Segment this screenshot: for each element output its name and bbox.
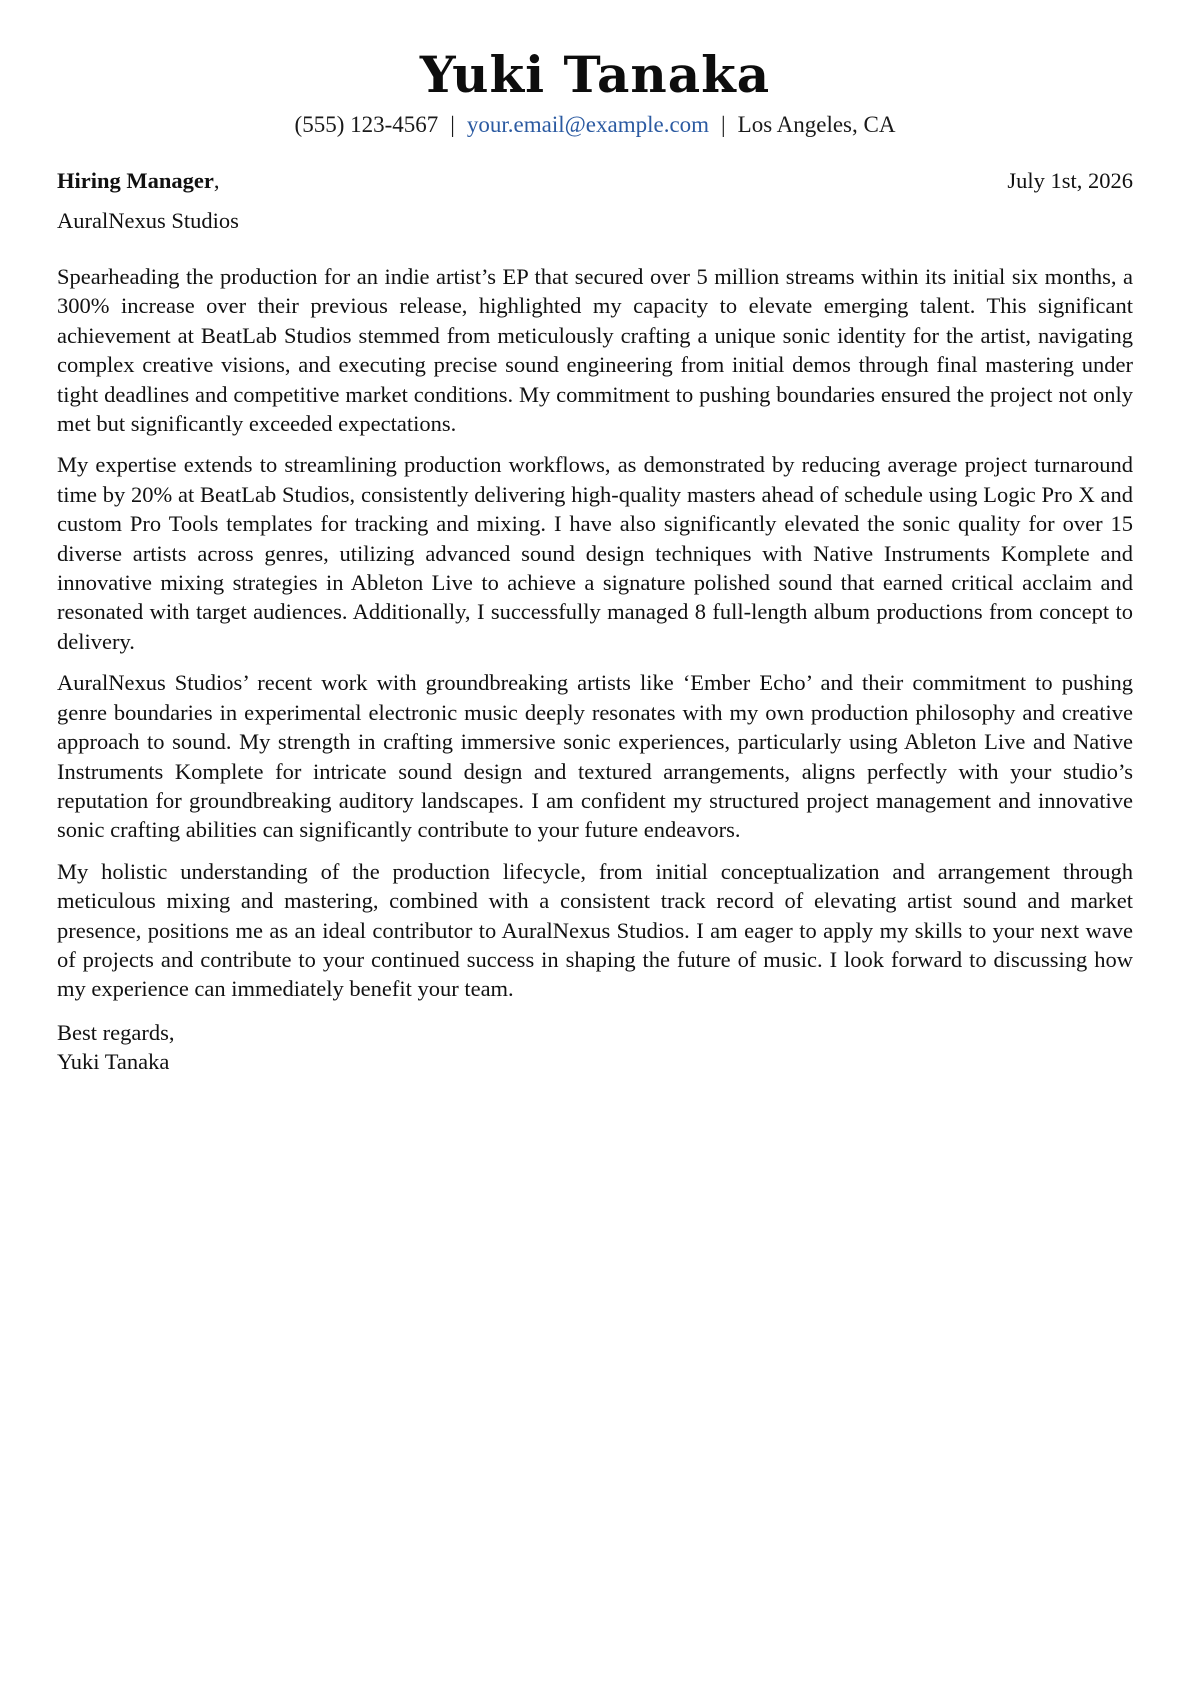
contact-separator: | [721, 112, 726, 137]
phone-number: (555) 123-4567 [294, 112, 439, 137]
location: Los Angeles, CA [737, 112, 896, 137]
cover-letter-page [57, 38, 1133, 1077]
recipient-name: Hiring Manager [57, 168, 214, 193]
contact-separator: | [450, 112, 455, 137]
letter-body [57, 262, 1133, 1004]
recipient-comma: , [213, 168, 220, 193]
closing-phrase: Best regards, [57, 1019, 175, 1045]
signature-name: Yuki Tanaka [57, 1049, 170, 1075]
contact-line [57, 112, 1133, 138]
body-paragraph: My holistic understanding of the production lifecycle, from initial conceptualization and arrangement through meticulous mixing and mastering, combined with a consistent track record of elevating artist sound and market presence, positions me as an ideal contributor to AuralNexus Studios. I am eager to apply my skills to your next wave of projects and contribute to your continued success in shaping the future of music. I look forward to discussing how my experience can immediately benefit your team. [57, 858, 1133, 1002]
closing-block [57, 1018, 1133, 1077]
recipient-line [57, 168, 219, 194]
body-paragraph: AuralNexus Studios’ recent work with groundbreaking artists like ‘Ember Echo’ and their commitment to pushing genre boundaries in experimental electronic music deeply resonates with my own production philosophy and creative approach to sound. My strength in crafting immersive sonic experiences, particularly using Ableton Live and Native Instruments Komplete for intricate sound design and textured arrangements, aligns perfectly with your studio’s reputation for groundbreaking auditory landscapes. I am confident my structured project management and innovative sonic crafting abilities can significantly contribute to your future endeavors. [57, 670, 1133, 843]
salutation-row [57, 168, 1133, 194]
letter-date: July 1st, 2026 [1007, 168, 1133, 193]
applicant-name: Yuki Tanaka [419, 45, 771, 104]
body-paragraph: My expertise extends to streamlining production workflows, as demonstrated by reducing average project turnaround time by 20% at BeatLab Studios, consistently delivering high-quality masters ahead of schedule using Logic Pro X and custom Pro Tools templates for tracking and mixing. I have also significantly elevated the sonic quality for over 15 diverse artists across genres, utilizing advanced sound design techniques with Native Instruments Komplete and innovative mixing strategies in Ableton Live to achieve a signature polished sound that earned critical acclaim and resonated with target audiences. Additionally, I successfully managed 8 full-length album productions from concept to delivery. [57, 452, 1133, 654]
body-paragraph: Spearheading the production for an indie artist’s EP that secured over 5 million streams within its initial six months, a 300% increase over their previous release, highlighted my capacity to elevate emerging talent. This significant achievement at BeatLab Studios stemmed from meticulously crafting a unique sonic identity for the artist, navigating complex creative visions, and executing precise sound engineering from initial demos through final mastering under tight deadlines and competitive market conditions. My commitment to pushing boundaries ensured the project not only met but significantly exceeded expectations. [57, 264, 1133, 437]
email-link[interactable]: your.email@example.com [466, 112, 710, 137]
company-name: AuralNexus Studios [57, 208, 239, 233]
